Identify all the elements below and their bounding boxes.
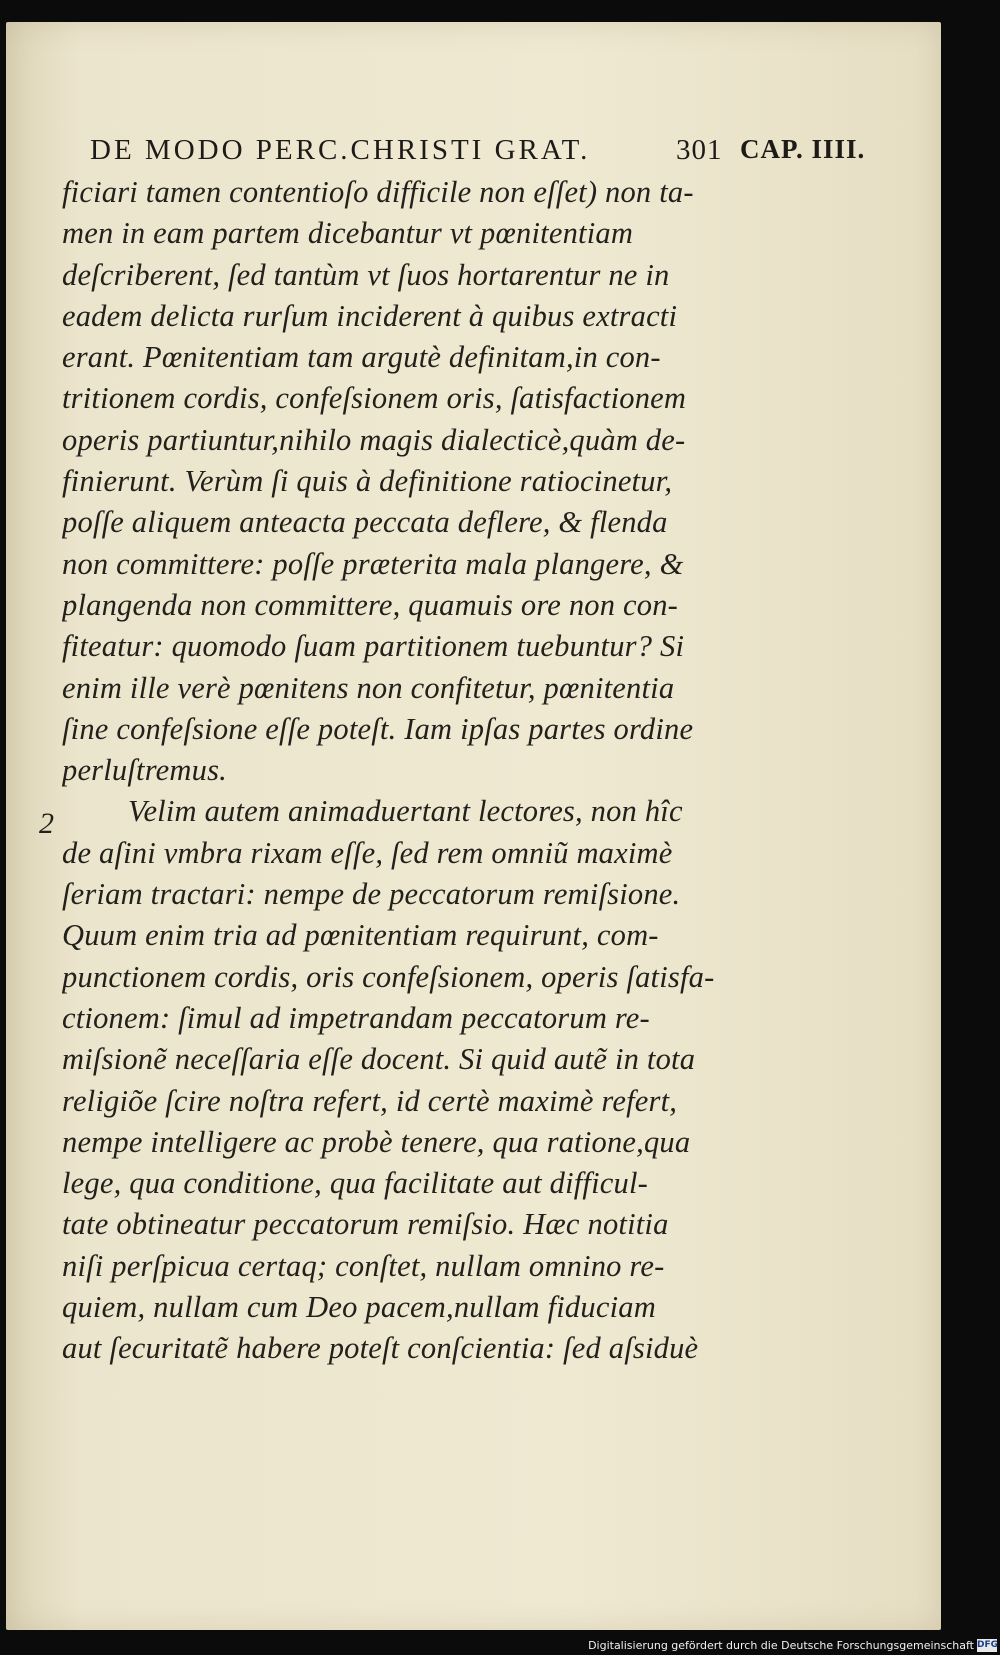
running-head	[90, 134, 870, 174]
text-line: ſeriam tractari: nempe de peccatorum remiſsione.	[62, 877, 681, 912]
text-line: perluſtremus.	[62, 753, 227, 788]
text-line: eadem delicta rurſum inciderent à quibus extracti	[62, 298, 678, 333]
dfg-logo: DFG	[977, 1640, 999, 1650]
text-line: punctionem cordis, oris confeſsionem, operis ſatisfa-	[62, 959, 715, 994]
text-line: niſi perſpicua certaq; conſtet, nullam omnino re-	[62, 1248, 665, 1283]
running-head-title: DE MODO PERC.CHRISTI GRAT.	[90, 134, 591, 166]
funding-credit: Digitalisierung gefördert durch die Deutsche Forschungsgemeinschaft	[588, 1639, 974, 1652]
text-line: non committere: poſſe præterita mala plangere, &	[62, 546, 684, 581]
text-line: miſsionẽ neceſſaria eſſe docent. Si quid autẽ in tota	[62, 1042, 696, 1077]
page-number: 301	[676, 134, 723, 166]
text-line: fiteatur: quomodo ſuam partitionem tuebuntur? Si	[62, 629, 685, 664]
text-line: operis partiuntur,nihilo magis dialecticè,quàm de-	[62, 422, 686, 457]
text-line: aut ſecuritatẽ habere poteſt conſcientia: ſed aſsiduè	[62, 1331, 699, 1366]
chapter-label: CAP. IIII.	[740, 134, 866, 164]
text-line: de aſini vmbra rixam eſſe, ſed rem omniũ maximè	[62, 835, 673, 870]
text-line: religiõe ſcire noſtra refert, id certè maximè refert,	[62, 1083, 678, 1118]
text-line: poſſe aliquem anteacta peccata deflere, & flenda	[62, 505, 668, 540]
text-line: men in eam partem dicebantur vt pœnitentiam	[62, 216, 634, 251]
text-line: ficiari tamen contentioſo difficile non eſſet) non ta-	[62, 175, 694, 209]
paragraph-start-line: Velim autem animaduertant lectores, non hîc	[128, 794, 683, 829]
body-text	[62, 172, 742, 1370]
text-line: plangenda non committere, quamuis ore non con-	[62, 587, 678, 622]
text-line: ſine confeſsione eſſe poteſt. Iam ipſas partes ordine	[62, 711, 694, 746]
footer-bar	[0, 1635, 1000, 1655]
text-line: nempe intelligere ac probè tenere, qua ratione,qua	[62, 1124, 691, 1159]
paragraph-margin-number: 2	[39, 807, 54, 840]
text-line: Quum enim tria ad pœnitentiam requirunt, com-	[62, 918, 659, 953]
text-line: tate obtineatur peccatorum remiſsio. Hæc notitia	[62, 1207, 669, 1242]
text-line: ctionem: ſimul ad impetrandam peccatorum re-	[62, 1000, 650, 1035]
text-line: deſcriberent, ſed tantùm vt ſuos hortarentur ne in	[62, 257, 670, 292]
text-line: lege, qua conditione, qua facilitate aut difficul-	[62, 1166, 649, 1201]
book-page	[6, 22, 941, 1630]
text-line: tritionem cordis, confeſsionem oris, ſatisfactionem	[62, 381, 687, 416]
text-line: erant. Pœnitentiam tam argutè definitam,in con-	[62, 340, 661, 375]
text-line: enim ille verè pœnitens non confitetur, pœnitentia	[62, 670, 675, 705]
text-line: quiem, nullam cum Deo pacem,nullam fiduciam	[62, 1290, 656, 1325]
text-line: finierunt. Verùm ſi quis à definitione ratiocinetur,	[62, 464, 673, 499]
